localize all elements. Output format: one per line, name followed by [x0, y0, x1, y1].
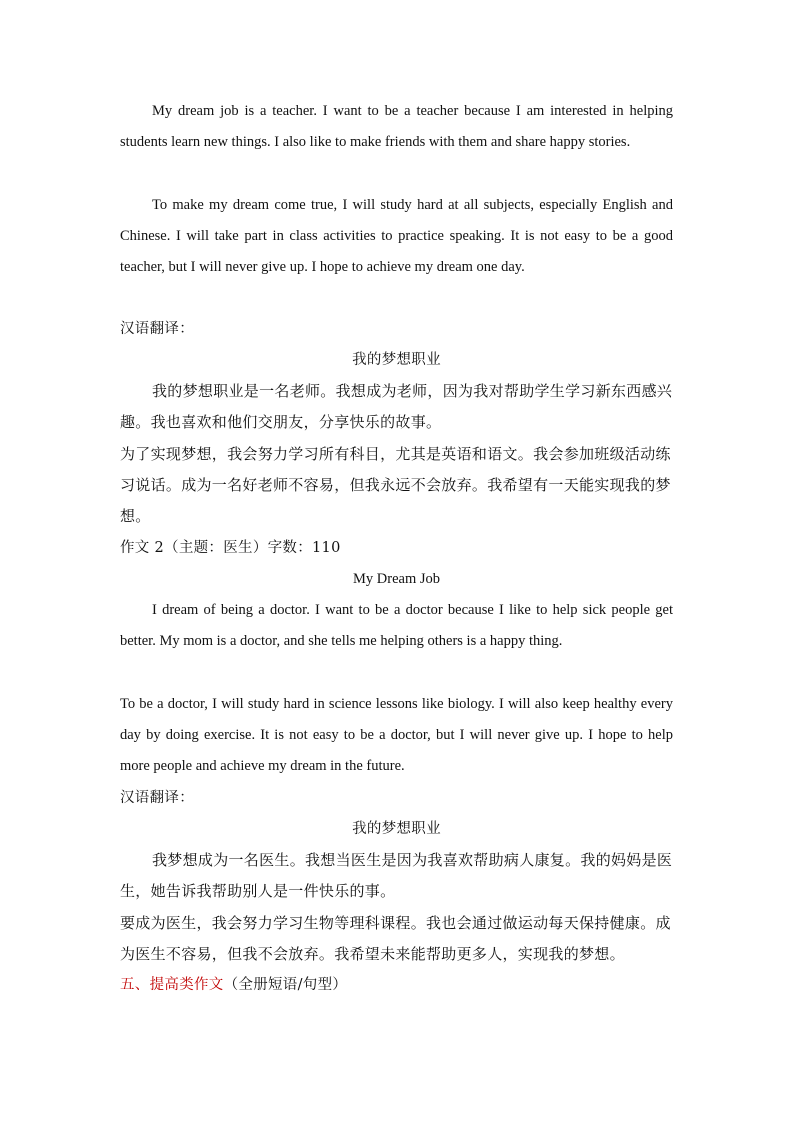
section-5-heading [120, 970, 347, 1001]
essay2-zh-paragraph-1: 我梦想成为一名医生。我想当医生是因为我喜欢帮助病人康复。我的妈妈是医生，她告诉我帮助别人是一件快乐的事。 [120, 851, 673, 901]
essay1-zh-paragraph-1: 我的梦想职业是一名老师。我想成为老师，因为我对帮助学生学习新东西感兴趣。我也喜欢和他们交朋友，分享快乐的故事。 [120, 382, 673, 432]
essay2-paragraph-1: I dream of being a doctor. I want to be a doctor because I like to help sick people get better. My mom is a doctor, and she tells me helping others is a happy thing. [120, 602, 673, 650]
essay1-zh-paragraph-2: 为了实现梦想，我会努力学习所有科目，尤其是英语和语文。我会参加班级活动练习说话。成为一名好老师不容易，但我永远不会放弃。我希望有一天能实现我的梦想。 [120, 445, 671, 526]
essay2-paragraph-2: To be a doctor, I will study hard in science lessons like biology. I will also keep healthy every day by doing exercise. It is not easy to be a doctor, but I will never give up. I hope to help more people and achieve my dream in the future. [120, 696, 673, 775]
essay1-paragraph-1: My dream job is a teacher. I want to be a teacher because I am interested in helping students learn new things. I also like to make friends with them and share happy stories. [120, 103, 673, 151]
essay2-zh-title: 我的梦想职业 [352, 821, 441, 837]
essay2-title: My Dream Job [353, 571, 440, 587]
essay2-zh-paragraph-2: 要成为医生，我会努力学习生物等理科课程。我也会通过做运动每天保持健康。成为医生不容易，但我不会放弃。我希望未来能帮助更多人，实现我的梦想。 [120, 914, 671, 964]
essay2-heading: 作文 2（主题：医生）字数：110 [120, 540, 341, 556]
section-5-heading-red: 五、提高类作文 [120, 977, 224, 993]
essay1-zh-title: 我的梦想职业 [352, 352, 441, 368]
essay2-translation-label: 汉语翻译： [120, 790, 194, 806]
essay1-translation-label: 汉语翻译： [120, 321, 194, 337]
section-5-heading-note: （全册短语/句型） [223, 977, 348, 993]
essay1-paragraph-2: To make my dream come true, I will study hard at all subjects, especially English and Chinese. I will take part in class activities to practice speaking. It is not easy to be a good teacher, but I will never give up. I hope to achieve my dream one day. [120, 197, 673, 276]
